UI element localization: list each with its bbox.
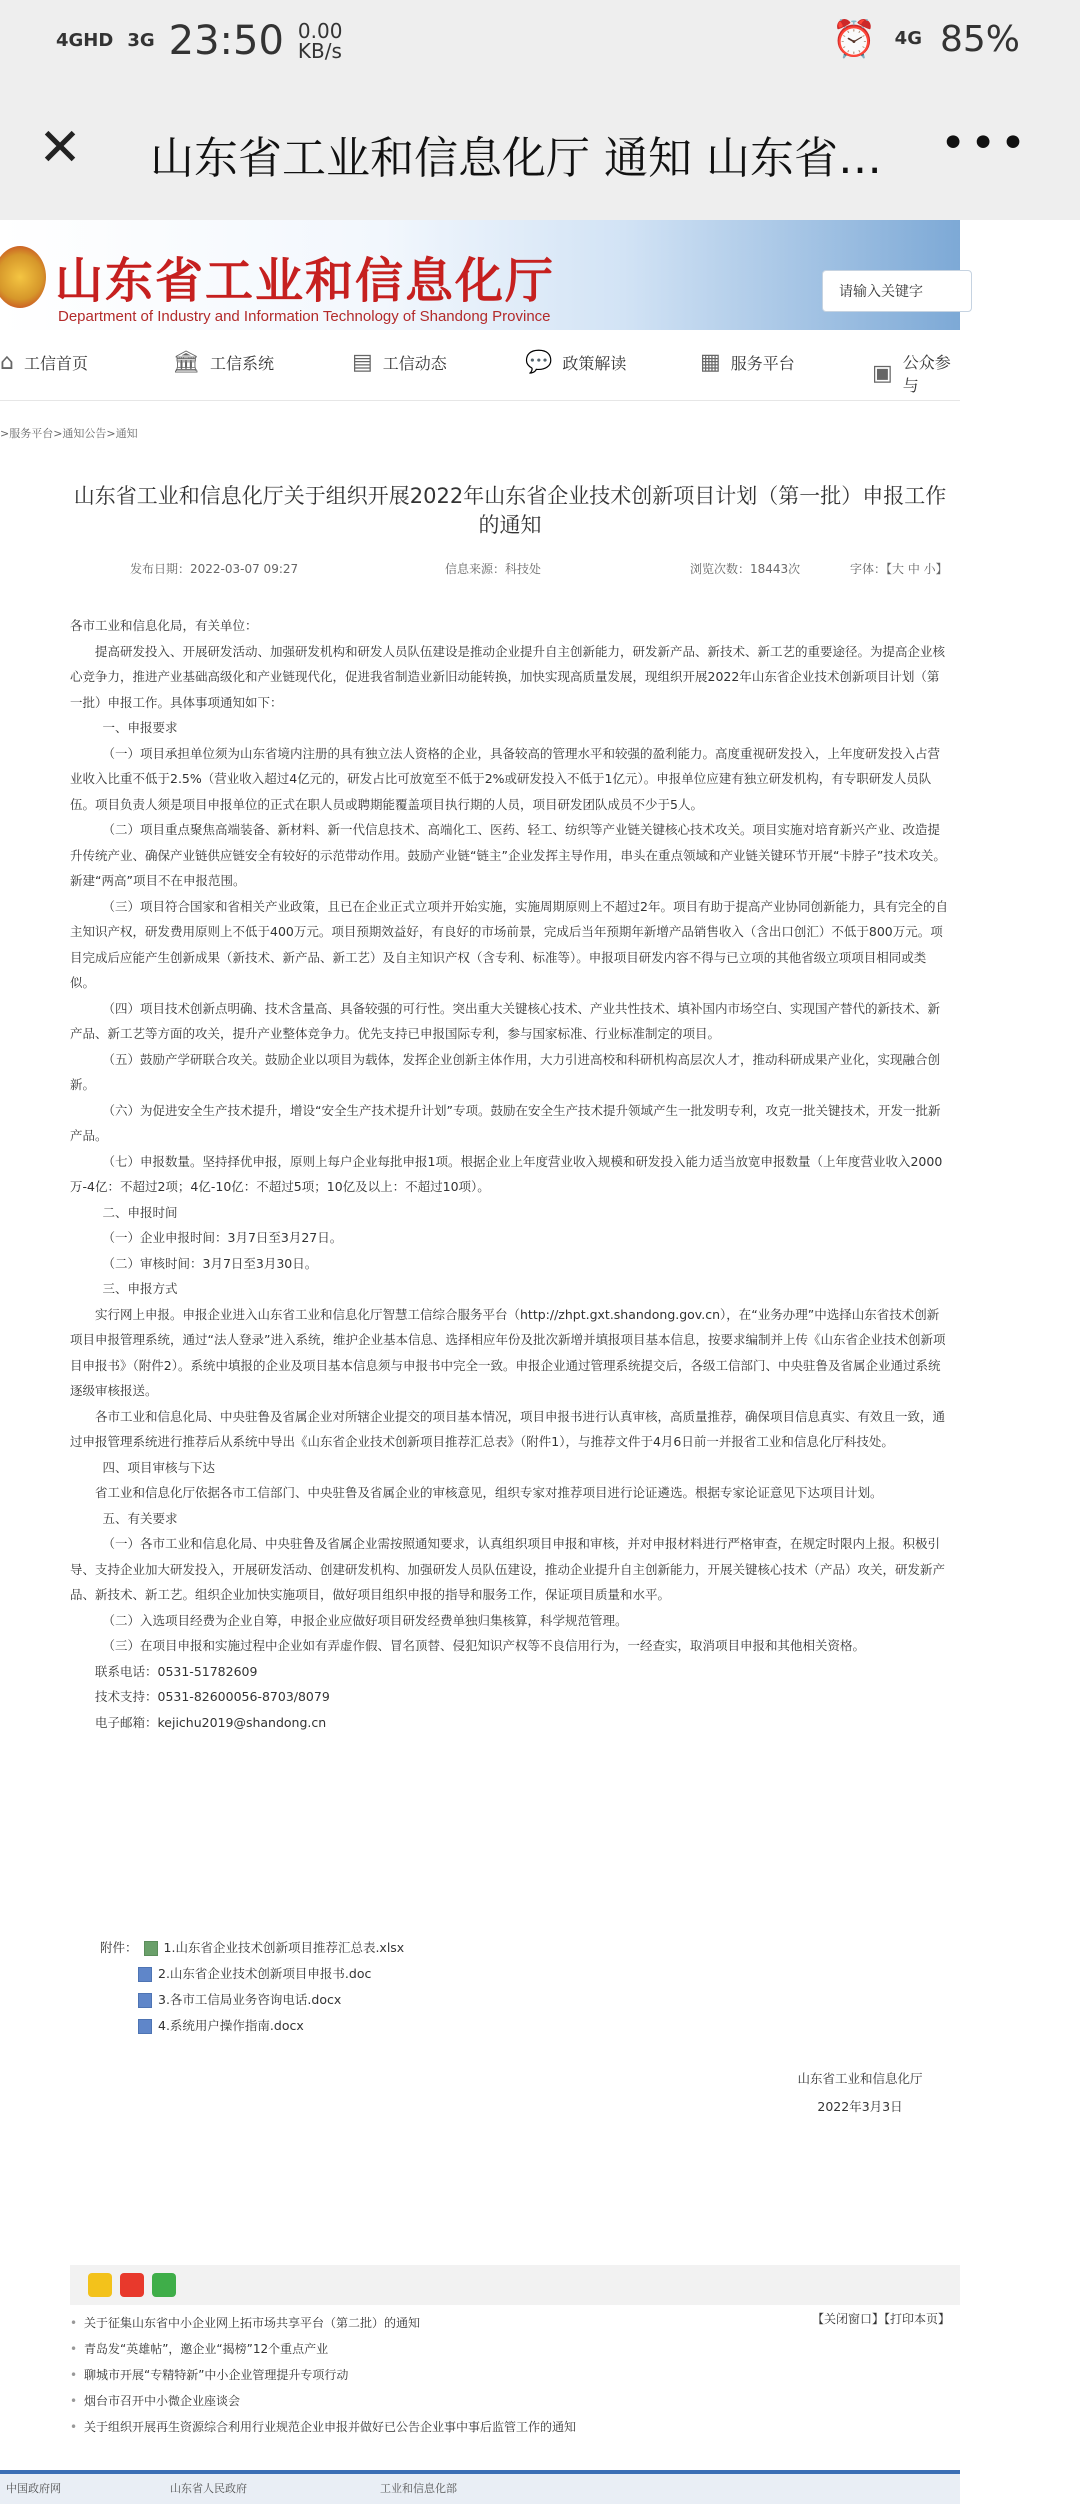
related-item[interactable]: • 关于组织开展再生资源综合利用行业规范企业申报并做好已公告企业事中事后监管工作的通知 [70, 2414, 960, 2440]
paragraph: （一）项目承担单位须为山东省境内注册的具有独立法人资格的企业，具备较高的管理水平和较强的盈利能力。高度重视研发投入，上年度研发投入占营业收入比重不低于2.5%（营业收入超过4亿元的，研发占比可放宽至不低于2%或研发投入不低于1亿元）。申报单位应建有独立研发机构，有专职研发人员队伍。项目负责人须是项目申报单位的正式在职人员或聘期能覆盖项目执行期的人员，项目研发团队成员不少于5人。 [70, 745, 941, 812]
word-file-icon [138, 1967, 152, 1982]
network-3g-label: 3G [127, 30, 155, 51]
status-time: 23:50 [168, 18, 284, 64]
nav-item-home[interactable]: ⌂ 工信首页 [0, 350, 88, 375]
attachment-link[interactable]: 2.山东省企业技术创新项目申报书.doc [158, 1966, 372, 1981]
network-4g-right-label: 4G [894, 28, 922, 49]
info-source: 信息来源：科技处 [445, 562, 542, 576]
paragraph: 各市工业和信息化局，有关单位： [70, 618, 258, 633]
wechat-share-icon[interactable] [152, 2273, 176, 2297]
font-size-switch[interactable]: 字体：【大 中 小】 [850, 562, 948, 576]
more-options-icon[interactable]: ••• [940, 118, 1030, 169]
paragraph: 省工业和信息化厅依据各市工信部门、中央驻鲁及省属企业的审核意见，组织专家对推荐项目进行论证遴选。根据专家论证意见下达项目计划。 [95, 1485, 883, 1500]
network-4g-label: 4GHD [56, 30, 114, 51]
site-banner [0, 220, 960, 330]
section-heading: 三、申报方式 [102, 1281, 178, 1296]
status-bar [0, 0, 1080, 80]
section-heading: 一、申报要求 [102, 720, 178, 735]
related-item[interactable]: • 聊城市开展“专精特新”中小企业管理提升专项行动 [70, 2362, 960, 2388]
attachments-label: 附件： [100, 1940, 138, 1955]
site-title: 山东省工业和信息化厅 [55, 253, 556, 309]
article-meta [0, 560, 960, 586]
nav-item-policy[interactable]: 💬 政策解读 [525, 350, 627, 375]
attachment-row [100, 1961, 404, 1987]
share-bar [70, 2265, 960, 2305]
footer-link[interactable]: 山东省人民政府 [170, 2482, 247, 2495]
article-body [70, 613, 950, 1735]
attachment-link[interactable]: 3.各市工信局业务咨询电话.docx [158, 1992, 342, 2007]
footer-links [0, 2470, 960, 2504]
national-emblem-icon [0, 246, 46, 308]
status-right [832, 18, 1020, 60]
net-speed-unit: KB/s [297, 39, 342, 63]
battery-level: 85% [939, 18, 1020, 60]
section-heading: 五、有关要求 [102, 1510, 178, 1526]
web-page [0, 220, 960, 2495]
footer-link[interactable]: 中国政府网 [6, 2482, 61, 2495]
breadcrumb: >服务平台>通知公告>通知 [0, 427, 138, 440]
paragraph: （三）在项目申报和实施过程中企业如有弄虚作假、冒名顶替、侵犯知识产权等不良信用行为，一经查实，取消项目申报和其他相关资格。 [102, 1638, 866, 1653]
attachment-link[interactable]: 1.山东省企业技术创新项目推荐汇总表.xlsx [163, 1940, 405, 1955]
article-title: 山东省工业和信息化厅关于组织开展2022年山东省企业技术创新项目计划（第一批）申报工作的通知 [73, 484, 947, 537]
qzone-share-icon[interactable] [88, 2273, 112, 2297]
paragraph: （一）企业申报时间：3月7日至3月27日。 [102, 1230, 343, 1245]
paragraph: （二）审核时间：3月7日至3月30日。 [102, 1255, 318, 1271]
paragraph: （七）申报数量。坚持择优申报，原则上每户企业每批申报1项。根据企业上年度营业收入规模和研发投入能力适当放宽申报数量（上年度营业收入2000万-4亿：不超过2项；4亿-10亿：不超过5项；10亿及以上：不超过10项）。 [70, 1153, 943, 1194]
footer-link[interactable]: 工业和信息化部 [380, 2482, 457, 2495]
net-speed-value: 0.00 [297, 19, 343, 43]
related-list [70, 2310, 960, 2440]
main-nav [0, 330, 960, 401]
site-subtitle: Department of Industry and Information Technology of Shandong Province [58, 308, 551, 325]
section-heading: 二、申报时间 [102, 1204, 178, 1220]
close-icon[interactable]: ✕ [38, 118, 82, 178]
word-file-icon [138, 1993, 152, 2008]
paragraph: （二）入选项目经费为企业自筹，申报企业应做好项目研发经费单独归集核算，科学规范管理。 [102, 1612, 628, 1628]
paragraph: （四）项目技术创新点明确、技术含量高、具备较强的可行性。突出重大关键核心技术、产业共性技术、填补国内市场空白、实现国产替代的新技术、新产品、新工艺等方面的攻关，提升产业整体竞争力。优先支持已申报国际专利，参与国家标准、行业标准制定的项目。 [70, 1000, 941, 1041]
related-item[interactable]: • 关于征集山东省中小企业网上拓市场共享平台（第二批）的通知 [70, 2310, 960, 2336]
chart-icon: ▦ [700, 350, 721, 375]
section-heading: 四、项目审核与下达 [102, 1459, 216, 1475]
related-item[interactable]: • 青岛发“英雄帖”，邀企业“揭榜”12个重点产业 [70, 2336, 960, 2362]
page-tools[interactable]: 【关闭窗口】【打印本页】 [811, 2312, 950, 2326]
signoff-org: 山东省工业和信息化厅 [797, 2071, 923, 2086]
document-icon: ▤ [352, 350, 373, 375]
paragraph: （六）为促进安全生产技术提升，增设“安全生产技术提升计划”专项。鼓励在安全生产技术提升领域产生一批发明专利，攻克一批关键技术，开发一批新产品。 [70, 1102, 941, 1143]
people-icon: ▣ [872, 360, 893, 386]
paragraph: 实行网上申报。申报企业进入山东省工业和信息化厅智慧工信综合服务平台（http://zhpt.gxt.shandong.gov.cn），在“业务办理”中选择山东省技术创新项目申报管理系统，通过“法人登录”进入系统，维护企业基本信息、选择相应年份及批次新增并填报项目基本信息，按要求编制并上传《山东省企业技术创新项目申报书》（附件2）。系统中填报的企业及项目基本信息须与申报书中完全一致。申报企业通过管理系统提交后，各级工信部门、中央驻鲁及省属企业通过系统逐级审核报送。 [70, 1306, 946, 1398]
nav-item-public[interactable]: ▣ 公众参与 [872, 353, 951, 395]
search-input[interactable]: 请输入关键字 [822, 270, 972, 312]
related-item[interactable]: • 烟台市召开中小微企业座谈会 [70, 2388, 960, 2414]
paragraph: （二）项目重点聚焦高端装备、新材料、新一代信息技术、高端化工、医药、轻工、纺织等产业链关键核心技术攻关。项目实施对培育新兴产业、改造提升传统产业、确保产业链供应链安全有较好的示范带动作用。鼓励产业链“链主”企业发挥主导作用，串头在重点领域和产业链关键环节开展“卡脖子”技术攻关。新建“两高”项目不在申报范围。 [70, 822, 946, 888]
attachment-link[interactable]: 4.系统用户操作指南.docx [158, 2018, 304, 2033]
paragraph: （五）鼓励产学研联合攻关。鼓励企业以项目为载体，发挥企业创新主体作用，大力引进高校和科研机构高层次人才，推动科研成果产业化，实现融合创新。 [70, 1051, 941, 1092]
contact-email: 电子邮箱：kejichu2019@shandong.cn [95, 1714, 327, 1730]
paragraph: 各市工业和信息化局、中央驻鲁及省属企业对所辖企业提交的项目基本情况，项目申报书进行认真审核，高质量推荐，确保项目信息真实、有效且一致，通过申报管理系统进行推荐后从系统中导出《山东省企业技术创新项目推荐汇总表》（附件1），与推荐文件于4月6日前一并报省工业和信息化厅科技处。 [70, 1408, 946, 1449]
weibo-share-icon[interactable] [120, 2273, 144, 2297]
contact-phone: 联系电话：0531-51782609 [95, 1663, 258, 1679]
net-speed [298, 21, 343, 61]
attachment-row [100, 1987, 404, 2013]
publish-date: 发布日期：2022-03-07 09:27 [130, 562, 299, 576]
paragraph: （一）各市工业和信息化局、中央驻鲁及省属企业需按照通知要求，认真组织项目申报和审核，并对申报材料进行严格审查，在规定时限内上报。积极引导、支持企业加大研发投入，开展研发活动、创建研发机构、加强研发人员队伍建设，推动企业提升自主创新能力，开展关键核心技术（产品）攻关，研发新产品、新技术、新工艺。组织企业加快实施项目，做好项目组织申报的指导和服务工作，保证项目质量和水平。 [70, 1536, 946, 1602]
building-icon: 🏛 [172, 350, 200, 375]
nav-item-service[interactable]: ▦ 服务平台 [700, 350, 795, 375]
nav-item-system[interactable]: 🏛 工信系统 [172, 350, 274, 375]
paragraph: 提高研发投入、开展研发活动、加强研发机构和研发人员队伍建设是推动企业提升自主创新能力，研发新产品、新技术、新工艺的重要途径。为提高企业核心竞争力，推进产业基础高级化和产业链现代化，促进我省制造业新旧动能转换，加快实现高质量发展，现组织开展2022年山东省企业技术创新项目计划（第一批）申报工作。具体事项通知如下： [70, 643, 946, 710]
view-count: 浏览次数：18443次 [690, 562, 801, 576]
attachment-row [100, 2013, 404, 2039]
contact-tech-support: 技术支持：0531-82600056-8703/8079 [95, 1689, 330, 1704]
signoff [760, 2065, 960, 2121]
signoff-date: 2022年3月3日 [817, 2099, 903, 2114]
nav-item-news[interactable]: ▤ 工信动态 [352, 350, 447, 375]
attachments [100, 1935, 404, 2039]
excel-file-icon [144, 1941, 158, 1956]
chat-icon: 💬 [525, 350, 553, 375]
home-icon: ⌂ [0, 350, 14, 375]
word-file-icon [138, 2019, 152, 2034]
attachment-row [100, 1935, 404, 1961]
status-left [56, 18, 342, 64]
alarm-icon: ⏰ [831, 19, 877, 60]
paragraph: （三）项目符合国家和省相关产业政策，且已在企业正式立项并开始实施，实施周期原则上不超过2年。项目有助于提高产业协同创新能力，具有完全的自主知识产权，研发费用原则上不低于400万元。项目预期效益好，有良好的市场前景，完成后当年预期年新增产品销售收入（含出口创汇）不低于800万元。项目完成后应能产生创新成果（新技术、新产品、新工艺）及自主知识产权（含专利、标准等）。申报项目研发内容不得与已立项的其他省级立项项目相同或类似。 [70, 898, 948, 990]
browser-nav-bar [0, 80, 1080, 220]
page-title: 山东省工业和信息化厅 通知 山东省… [150, 133, 882, 184]
